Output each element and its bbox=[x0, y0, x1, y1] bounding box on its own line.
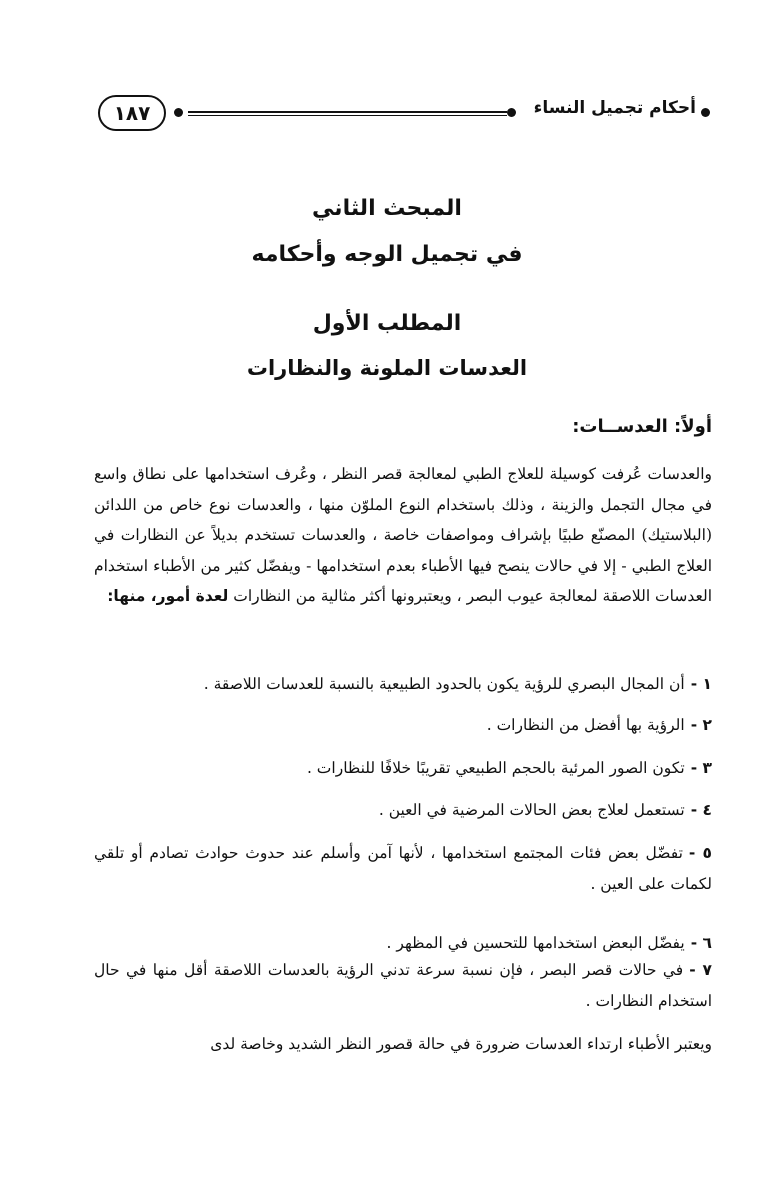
header-dot bbox=[174, 108, 183, 117]
item-text: تفضّل بعض فئات المجتمع استخدامها ، لأنها آمن وأسلم عند حدوث حوادث تصادم أو تلقي لكمات على العين . bbox=[94, 844, 712, 893]
item-text: الرؤية بها أفضل من النظارات . bbox=[486, 716, 685, 734]
item-number: ٤ - bbox=[690, 801, 712, 819]
page-header bbox=[96, 94, 712, 134]
list-item bbox=[94, 753, 712, 784]
topic-title: المطلب الأول bbox=[312, 311, 462, 336]
item-number: ١ - bbox=[690, 675, 712, 693]
item-text: يفضّل البعض استخدامها للتحسين في المظهر . bbox=[386, 934, 685, 952]
item-text: أن المجال البصري للرؤية يكون بالحدود الطبيعية بالنسبة للعدسات اللاصقة . bbox=[203, 675, 685, 693]
list-item bbox=[94, 838, 712, 899]
item-number: ٥ - bbox=[688, 844, 712, 862]
header-dot bbox=[507, 108, 516, 117]
intro-paragraph bbox=[94, 459, 712, 612]
list-item bbox=[94, 928, 712, 959]
item-number: ٢ - bbox=[690, 716, 712, 734]
intro-bold-tail: لعدة أمور، منها: bbox=[107, 587, 229, 605]
intro-text: والعدسات عُرفت كوسيلة للعلاج الطبي لمعالجة قصر النظر ، وعُرف استخدامها على نطاق واسع في مجال التجمل والزينة ، وذلك باستخدام النوع الملوّن منها ، والعدسات نوع خاص من اللدائن (البلاستيك) المصنّع طبيًا بإشراف ومواصفات خاصة ، والعدسات تستخدم بديلاً عن النظارات في العلاج الطبي - إلا في حالات ينصح فيها الأطباء بعدم استخدامها - ويفضّل كثير من الأطباء استخدام العدسات اللاصقة لمعالجة عيوب البصر ، ويعتبرونها أكثر مثالية من النظارات bbox=[94, 465, 712, 605]
item-text: تكون الصور المرئية بالحجم الطبيعي تقريبًا خلافًا للنظارات . bbox=[306, 759, 685, 777]
item-number: ٧ - bbox=[689, 961, 712, 979]
list-item bbox=[94, 955, 712, 1016]
first-subsection-label: أولاً: العدســات: bbox=[572, 416, 712, 437]
item-number: ٦ - bbox=[690, 934, 712, 952]
section-title: المبحث الثاني bbox=[312, 196, 462, 221]
list-item bbox=[94, 795, 712, 826]
header-dot bbox=[701, 108, 710, 117]
list-item bbox=[94, 710, 712, 741]
list-item bbox=[94, 669, 712, 700]
running-title: أحكام تجميل النساء bbox=[533, 98, 696, 118]
header-rule bbox=[188, 111, 507, 113]
item-text: في حالات قصر البصر ، فإن نسبة سرعة تدني الرؤية بالعدسات اللاصقة أقل منها في حال استخدام النظارات . bbox=[94, 961, 712, 1010]
closing-paragraph: ويعتبر الأطباء ارتداء العدسات ضرورة في حالة قصور النظر الشديد وخاصة لدى bbox=[210, 1035, 712, 1053]
item-number: ٣ - bbox=[690, 759, 712, 777]
topic-subtitle: العدسات الملونة والنظارات bbox=[246, 356, 528, 380]
page-number: ١٨٧ bbox=[98, 95, 166, 131]
item-text: تستعمل لعلاج بعض الحالات المرضية في العين . bbox=[378, 801, 685, 819]
section-subtitle: في تجميل الوجه وأحكامه bbox=[251, 242, 523, 267]
